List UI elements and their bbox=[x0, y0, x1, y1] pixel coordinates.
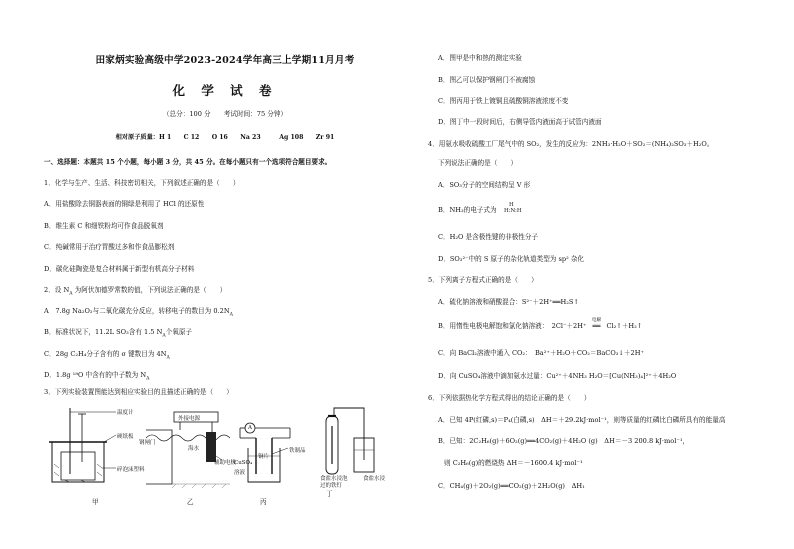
label-line-cardboard bbox=[104, 435, 116, 442]
q5-option-a: A．硫化钠溶液和硝酸混合：S²⁻＋2H⁺══H₂S↑ bbox=[438, 298, 579, 306]
q2-option-a bbox=[44, 307, 233, 316]
q2-stem-rest: 为阿伏加德罗常数的值，下列说法正确的是（ ） bbox=[72, 286, 227, 294]
q6-option-a: A．已知 4P(红磷,s)＝P₄(白磷,s) ΔH＝＋29.2kJ·mol⁻¹，则等质量的红磷比白磷所具有的能量高 bbox=[438, 416, 726, 424]
label-foam: 碎泡沫塑料 bbox=[117, 467, 145, 473]
q3-stem: 3．下列实验装置图能达到相应实验目的且描述正确的是（ ） bbox=[44, 388, 233, 396]
exam-info: （总分：100 分 考试时间：75 分钟） bbox=[162, 110, 288, 118]
q4-stem-2: 下列说法正确的是（ ） bbox=[438, 159, 518, 167]
q5-option-d: D．向 CuSO₄溶液中滴加氨水过量：Cu²⁺＋4NH₃ H₂O＝[Cu(NH₃)₄]²⁺＋4H₂O bbox=[438, 372, 677, 380]
q2-option-b-sub: A bbox=[162, 333, 166, 339]
q3-option-c: C．图丙用于铁上镀铜且硫酸铜溶液浓度不变 bbox=[438, 97, 569, 105]
label-thermometer: 温度计 bbox=[117, 410, 134, 416]
q4-option-c: C．H₂O 是含极性键的非极性分子 bbox=[438, 233, 539, 241]
label-power: 外接电源 bbox=[178, 416, 201, 422]
q4-option-a: A．SO₃分子的空间结构呈 V 形 bbox=[438, 181, 531, 189]
label-solution: 溶液 bbox=[234, 470, 246, 476]
q4-option-b: B．NH₃的电子式为 bbox=[438, 206, 497, 214]
q6-option-c: C．CH₄(g)＋2O₂(g)══CO₂(g)＋2H₂O(g) ΔH₁ bbox=[438, 482, 585, 490]
outer-beaker bbox=[52, 442, 104, 482]
inner-beaker bbox=[61, 452, 95, 480]
q4-option-b-formula: H:N:H bbox=[504, 208, 522, 214]
q2-stem-text: 2．设 N bbox=[44, 286, 70, 294]
q4-option-b-formula-top: H bbox=[509, 202, 514, 208]
figure-caption-jia: 甲 bbox=[92, 498, 99, 506]
label-nail-note3: 食盐水浸 bbox=[363, 476, 386, 482]
figure-bing-plating bbox=[234, 420, 314, 490]
q5-option-c: C．向 BaCl₂溶液中通入 CO₂： Ba²⁺＋H₂O＋CO₂＝BaCO₃↓＋2H⁺ bbox=[438, 349, 644, 357]
q3-option-d: D．图丁中一段时间后，右侧导管内液面高于试管内液面 bbox=[438, 118, 602, 126]
label-nail-note1: 食盐水浸泡 bbox=[320, 476, 348, 482]
seabed-hatch bbox=[172, 484, 230, 488]
q2-option-c-sub: A bbox=[166, 355, 170, 361]
q1-option-a: A．用盐酸除去铜器表面的铜绿是利用了 HCl 的还原性 bbox=[44, 200, 205, 208]
label-ammeter: A bbox=[248, 425, 252, 431]
q2-option-d-text: D．1.8g ¹⁸O 中含有的中子数为 N bbox=[44, 371, 147, 379]
label-copper-plate: 铜片 bbox=[258, 454, 270, 460]
q1-option-d: D．碳化硅陶瓷是复合材料属于新型有机高分子材料 bbox=[44, 265, 195, 273]
label-cardboard: 硬纸板 bbox=[117, 434, 134, 440]
label-cuso4: CuSO₄ bbox=[234, 460, 253, 466]
q3-option-a: A．图甲是中和热的测定实验 bbox=[438, 54, 522, 62]
q2-option-b-rest: 个氧原子 bbox=[165, 328, 193, 336]
section-1-title: 一、选择题：本题共 15 个小题，每小题 3 分，共 45 分。在每小题只有一个选项符合题目要求。 bbox=[44, 158, 332, 166]
exam-subject-title: 化 学 试 卷 bbox=[172, 83, 278, 98]
delivery-tube bbox=[334, 408, 364, 460]
figure-caption-bing: 丙 bbox=[260, 498, 267, 506]
q5-stem: 5．下列离子方程式正确的是（ ） bbox=[428, 276, 538, 284]
q6-option-b: B．已知：2C₂H₆(g)＋6O₂(g)══4CO₂(g)＋4H₂O (g) ΔH＝－3 200.8 kJ·mol⁻¹， bbox=[438, 437, 690, 445]
atomic-masses: 相对原子质量：H 1 C 12 O 16 Na 23 Ag 108 Zr 91 bbox=[115, 134, 335, 141]
q2-option-a-text: A 7.8g Na₂O₂与二氧化碳充分反应，转移电子的数目为 0.2N bbox=[44, 307, 230, 315]
q2-option-c bbox=[44, 350, 170, 359]
q5-electrolysis-label: 电解 bbox=[591, 318, 602, 323]
q2-stem-sub: A bbox=[69, 291, 73, 297]
q5-option-b bbox=[438, 318, 643, 331]
q2-option-c-text: C．28g C₂H₄分子含有的 σ 键数目为 4N bbox=[44, 350, 167, 358]
q1-stem: 1．化学与生产、生活、科技密切相关，下列叙述正确的是（ ） bbox=[44, 179, 240, 187]
q4-stem: 4．用氨水吸收硫酸工厂尾气中的 SO₂，发生的反应为：2NH₃·H₂O＋SO₂＝(NH₄)₂SO₃＋H₂O。 bbox=[428, 140, 714, 148]
q4-option-d: D．SO₃²⁻中的 S 原子的杂化轨道类型为 sp² 杂化 bbox=[438, 255, 585, 263]
seawater-surface bbox=[146, 435, 230, 441]
q5-electrolysis-arrow: 电解 ══ bbox=[587, 322, 607, 331]
label-aux-electrode: 辅助电极 bbox=[214, 460, 237, 466]
label-nail-note2: 过的铁钉 bbox=[320, 483, 343, 489]
exam-header-title: 田家炳实验高级中学2023-2024学年高三上学期11月月考 bbox=[95, 55, 355, 66]
q6-stem: 6．下列依据热化学方程式得出的结论正确的是（ ） bbox=[428, 394, 591, 402]
q5-option-b-text: B．用惰性电极电解饱和氯化钠溶液： 2Cl⁻＋2H⁺ bbox=[438, 322, 587, 330]
label-seawater: 海水 bbox=[188, 446, 200, 452]
label-gate: 钢闸门 bbox=[139, 440, 156, 446]
q5-option-b-rest: Cl₂↑＋H₂↑ bbox=[606, 322, 643, 330]
q1-option-b: B．维生素 C 和细铁粉均可作食品脱氧剂 bbox=[44, 222, 164, 230]
label-iron-rod: 铁制品 bbox=[289, 448, 306, 454]
q3-option-b: B．图乙可以保护钢闸门不被腐蚀 bbox=[438, 76, 536, 84]
figure-caption-yi: 乙 bbox=[187, 498, 194, 506]
q6-option-b-2: 则 C₂H₆(g)的燃烧热 ΔH＝－1600.4 kJ·mol⁻¹ bbox=[444, 459, 583, 467]
q2-option-b-text: B．标准状况下，11.2L SO₃含有 1.5 N bbox=[44, 328, 163, 336]
q2-option-d-sub: A bbox=[146, 376, 150, 382]
q2-option-a-sub: A bbox=[229, 312, 233, 318]
q2-option-b bbox=[44, 328, 192, 337]
q1-option-c: C．纯碱常用于治疗胃酸过多和作食品膨松剂 bbox=[44, 243, 175, 251]
figure-caption-ding: 丁 bbox=[326, 490, 333, 498]
figure-yi-protection bbox=[142, 410, 232, 490]
q2-stem bbox=[44, 286, 226, 295]
q2-option-d bbox=[44, 371, 149, 380]
